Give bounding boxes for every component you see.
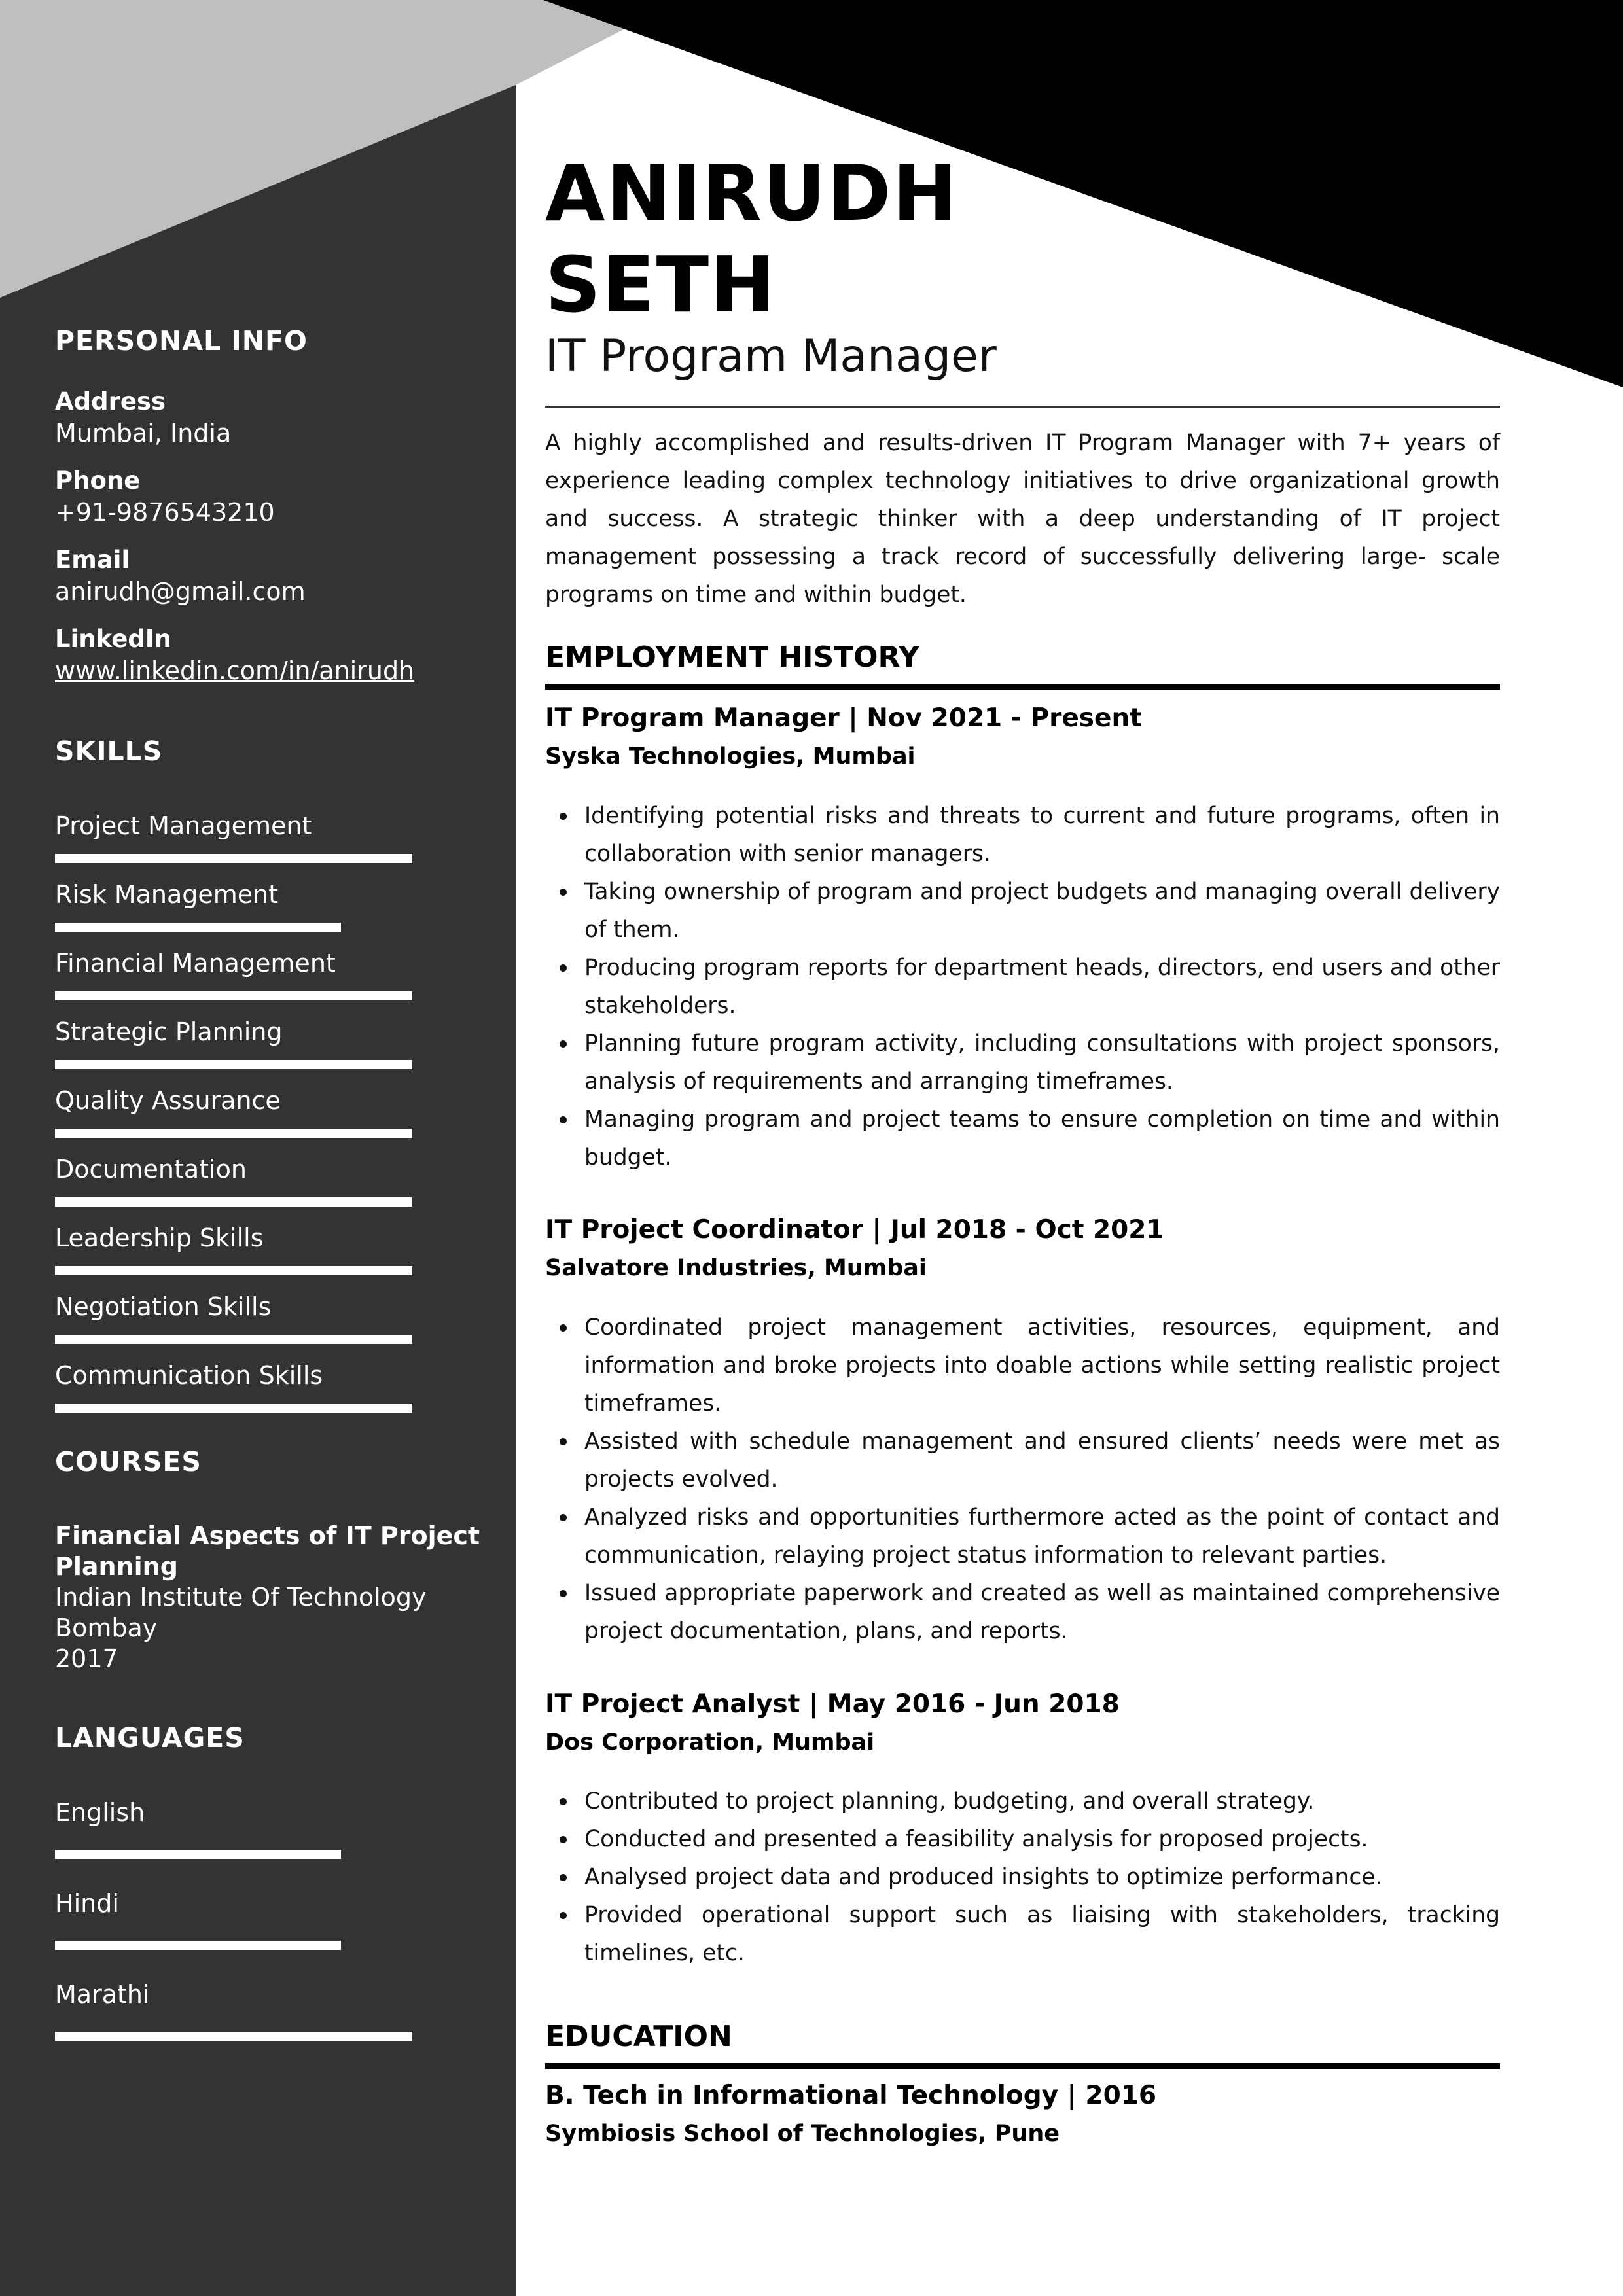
skill-level-fill bbox=[55, 923, 341, 932]
main-content bbox=[545, 0, 1501, 2296]
skill-level-fill bbox=[55, 1266, 412, 1275]
phone-label: Phone bbox=[55, 467, 141, 495]
language-level-fill bbox=[55, 2032, 412, 2041]
title-divider bbox=[545, 406, 1500, 408]
skill-level-bar bbox=[55, 1197, 412, 1207]
skill-level-fill bbox=[55, 1404, 412, 1413]
school-name: Symbiosis School of Technologies, Pune bbox=[545, 2121, 1060, 2147]
skill-level-fill bbox=[55, 1060, 412, 1069]
language-level-bar bbox=[55, 1850, 412, 1859]
skill-item bbox=[55, 1152, 421, 1207]
skill-level-fill bbox=[55, 1129, 412, 1138]
language-level-fill bbox=[55, 1850, 341, 1859]
skill-name: Leadership Skills bbox=[55, 1224, 264, 1252]
skill-level-bar bbox=[55, 1060, 412, 1069]
job-title: IT Program Manager bbox=[545, 330, 997, 382]
list-item: Provided operational support such as liaising with stakeholders, tracking timelines, etc. bbox=[545, 1896, 1500, 1972]
list-item: Taking ownership of program and project budgets and managing overall delivery of them. bbox=[545, 873, 1500, 949]
skill-level-fill bbox=[55, 854, 412, 863]
job-bullet-list bbox=[545, 1309, 1500, 1650]
degree-line: B. Tech in Informational Technology | 2016 bbox=[545, 2081, 1156, 2110]
skill-item bbox=[55, 877, 421, 932]
skill-name: Strategic Planning bbox=[55, 1017, 283, 1046]
course-year: 2017 bbox=[55, 1644, 118, 1673]
skill-name: Quality Assurance bbox=[55, 1086, 281, 1115]
language-level-fill bbox=[55, 1941, 341, 1950]
education-heading: EDUCATION bbox=[545, 2017, 1500, 2069]
list-item: Issued appropriate paperwork and created as well as maintained comprehensive project documentation, plans, and reports. bbox=[545, 1574, 1500, 1650]
list-item: Coordinated project management activities, resources, equipment, and information and broke projects into doable actions while setting realistic project timeframes. bbox=[545, 1309, 1500, 1422]
phone-value: +91-9876543210 bbox=[55, 498, 275, 527]
email-value: anirudh@gmail.com bbox=[55, 577, 306, 606]
job-title-line: IT Project Coordinator | Jul 2018 - Oct 2021 bbox=[545, 1215, 1164, 1245]
language-item bbox=[55, 1977, 421, 2041]
languages-heading: LANGUAGES bbox=[55, 1722, 245, 1754]
last-name: SETH bbox=[545, 239, 776, 330]
skill-name: Financial Management bbox=[55, 949, 336, 978]
skill-item bbox=[55, 1289, 421, 1344]
language-name: English bbox=[55, 1798, 145, 1827]
job-title-line: IT Program Manager | Nov 2021 - Present bbox=[545, 703, 1142, 733]
skill-level-bar bbox=[55, 1266, 412, 1275]
list-item: Analyzed risks and opportunities furthermore acted as the point of contact and communication, relaying project status information to relevant parties. bbox=[545, 1498, 1500, 1574]
skill-item bbox=[55, 808, 421, 863]
language-level-bar bbox=[55, 2032, 412, 2041]
job-bullet-list bbox=[545, 797, 1500, 1176]
personal-info-heading: PERSONAL INFO bbox=[55, 325, 308, 357]
skills-heading: SKILLS bbox=[55, 735, 163, 767]
list-item: Managing program and project teams to ensure completion on time and within budget. bbox=[545, 1101, 1500, 1176]
job-bullet-list bbox=[545, 1782, 1500, 1972]
list-item: Assisted with schedule management and ensured clients’ needs were met as projects evolved. bbox=[545, 1422, 1500, 1498]
skill-item bbox=[55, 1220, 421, 1275]
skill-level-bar bbox=[55, 991, 412, 1000]
courses-heading: COURSES bbox=[55, 1446, 202, 1477]
course-institution: Indian Institute Of Technology Bombay bbox=[55, 1583, 427, 1642]
job-company: Salvatore Industries, Mumbai bbox=[545, 1255, 927, 1281]
skill-level-fill bbox=[55, 991, 412, 1000]
skill-level-fill bbox=[55, 1335, 412, 1344]
list-item: Conducted and presented a feasibility analysis for proposed projects. bbox=[545, 1820, 1500, 1858]
skill-name: Project Management bbox=[55, 811, 312, 840]
skill-name: Risk Management bbox=[55, 880, 279, 909]
course-title: Financial Aspects of IT Project Planning bbox=[55, 1521, 480, 1581]
first-name: ANIRUDH bbox=[545, 148, 959, 238]
skill-level-bar bbox=[55, 1404, 412, 1413]
list-item: Identifying potential risks and threats to current and future programs, often in collaboration with senior managers. bbox=[545, 797, 1500, 873]
language-item bbox=[55, 1886, 421, 1950]
skill-level-bar bbox=[55, 923, 412, 932]
skill-level-fill bbox=[55, 1197, 412, 1207]
language-name: Marathi bbox=[55, 1980, 150, 2009]
list-item: Analysed project data and produced insights to optimize performance. bbox=[545, 1858, 1500, 1896]
address-label: Address bbox=[55, 387, 166, 415]
list-item: Contributed to project planning, budgeting, and overall strategy. bbox=[545, 1782, 1500, 1820]
job-company: Dos Corporation, Mumbai bbox=[545, 1729, 875, 1756]
skill-level-bar bbox=[55, 854, 412, 863]
profile-summary: A highly accomplished and results-driven IT Program Manager with 7+ years of experience leading complex technology initiatives to drive organizational growth and success. A strategic thinker with a deep understanding of IT project management possessing a track record of successfully delivering large- scale programs on time and within budget. bbox=[545, 430, 1500, 608]
skill-name: Negotiation Skills bbox=[55, 1292, 272, 1321]
address-value: Mumbai, India bbox=[55, 419, 232, 448]
job-company: Syska Technologies, Mumbai bbox=[545, 743, 916, 769]
linkedin-link[interactable]: www.linkedin.com/in/anirudh bbox=[55, 656, 415, 685]
skill-item bbox=[55, 1358, 421, 1413]
skill-name: Communication Skills bbox=[55, 1361, 323, 1390]
skill-level-bar bbox=[55, 1335, 412, 1344]
list-item: Producing program reports for department heads, directors, end users and other stakeholders. bbox=[545, 949, 1500, 1025]
sidebar bbox=[0, 0, 516, 2296]
skill-item bbox=[55, 1014, 421, 1069]
language-item bbox=[55, 1795, 421, 1859]
linkedin-label: LinkedIn bbox=[55, 625, 171, 653]
list-item: Planning future program activity, including consultations with project sponsors, analysis of requirements and arranging timeframes. bbox=[545, 1025, 1500, 1101]
skill-item bbox=[55, 945, 421, 1000]
language-level-bar bbox=[55, 1941, 412, 1950]
employment-history-heading: EMPLOYMENT HISTORY bbox=[545, 638, 1500, 690]
email-label: Email bbox=[55, 546, 130, 574]
skill-name: Documentation bbox=[55, 1155, 247, 1184]
language-name: Hindi bbox=[55, 1889, 119, 1918]
job-title-line: IT Project Analyst | May 2016 - Jun 2018 bbox=[545, 1689, 1120, 1719]
skill-level-bar bbox=[55, 1129, 412, 1138]
skill-item bbox=[55, 1083, 421, 1138]
